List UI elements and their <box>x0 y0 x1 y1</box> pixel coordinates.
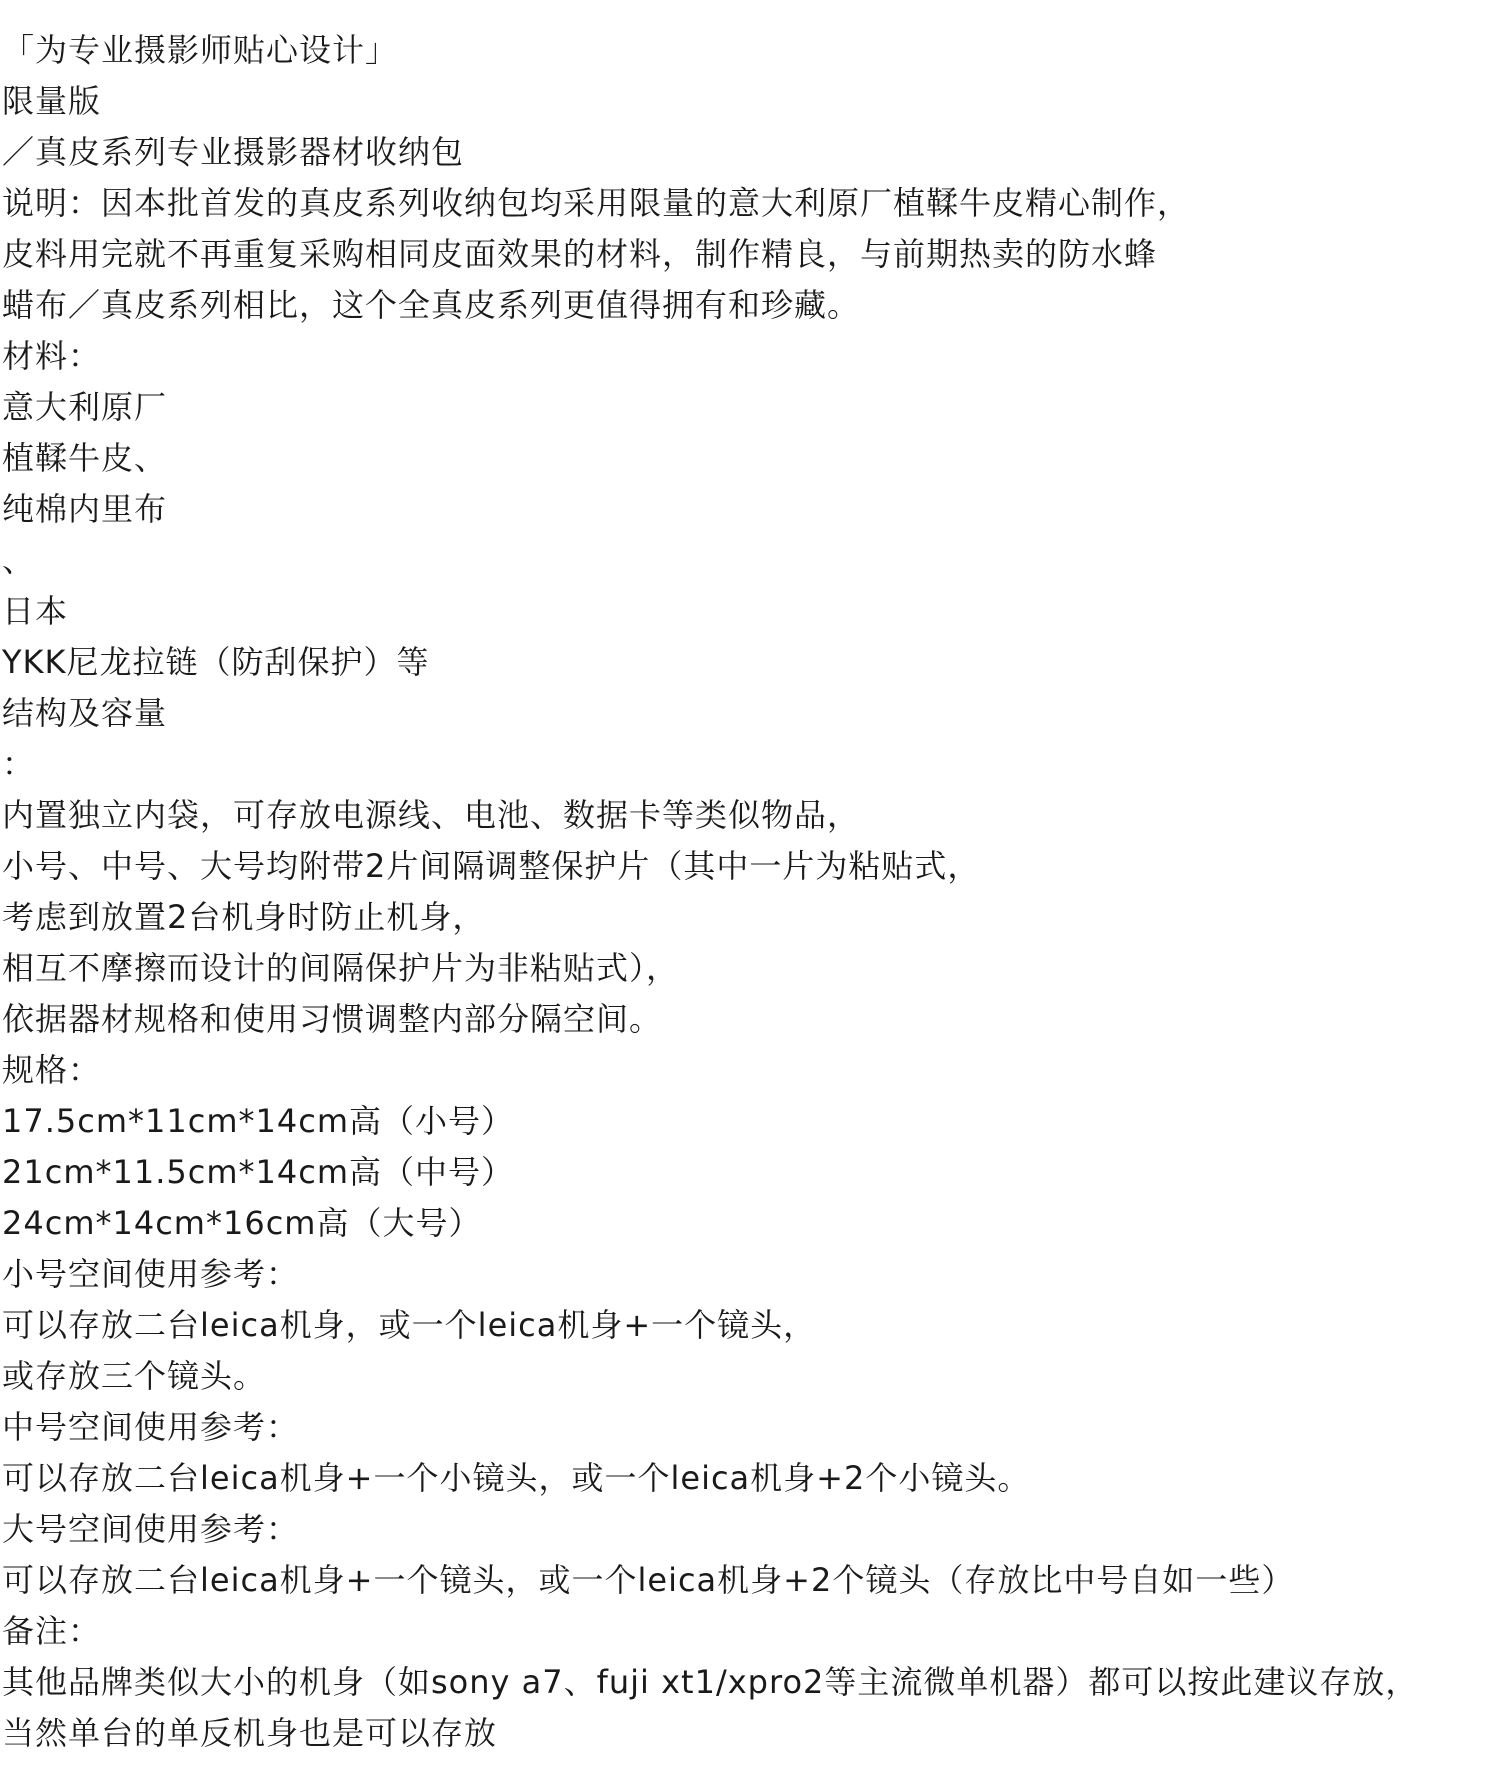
description-line: 说明：因本批首发的真皮系列收纳包均采用限量的意大利原厂植鞣牛皮精心制作， <box>2 184 1191 222</box>
structure-line: 小号、中号、大号均附带2片间隔调整保护片（其中一片为粘贴式， <box>2 847 981 885</box>
spec-medium: 21cm*11.5cm*14cm高（中号） <box>2 1153 514 1191</box>
medium-usage-line: 可以存放二台leica机身+一个小镜头，或一个leica机身+2个小镜头。 <box>2 1459 1031 1497</box>
notes-line: 当然单台的单反机身也是可以存放 <box>2 1714 498 1752</box>
structure-line: 内置独立内袋，可存放电源线、电池、数据卡等类似物品， <box>2 796 861 834</box>
product-title: ／真皮系列专业摄影器材收纳包 <box>2 133 465 171</box>
structure-line: 考虑到放置2台机身时防止机身， <box>2 898 486 936</box>
description-line: 蜡布／真皮系列相比，这个全真皮系列更值得拥有和珍藏。 <box>2 286 861 324</box>
materials-line: YKK尼龙拉链（防刮保护）等 <box>2 643 430 681</box>
materials-line: 植鞣牛皮、 <box>2 439 168 477</box>
small-usage-line: 或存放三个镜头。 <box>2 1357 267 1395</box>
notes-line: 其他品牌类似大小的机身（如sony a7、fuji xt1/xpro2等主流微单机器）都可以按此建议存放， <box>2 1663 1419 1701</box>
description-line: 皮料用完就不再重复采购相同皮面效果的材料，制作精良，与前期热卖的防水蜂 <box>2 235 1158 273</box>
large-usage-heading: 大号空间使用参考： <box>2 1510 300 1548</box>
notes-heading: 备注： <box>2 1612 102 1650</box>
materials-heading: 材料： <box>2 337 102 375</box>
small-usage-heading: 小号空间使用参考： <box>2 1255 300 1293</box>
specs-heading: 规格： <box>2 1051 102 1089</box>
structure-heading-colon: ： <box>2 745 36 783</box>
materials-line: 日本 <box>2 592 69 630</box>
spec-large: 24cm*14cm*16cm高（大号） <box>2 1204 482 1242</box>
structure-line: 依据器材规格和使用习惯调整内部分隔空间。 <box>2 1000 663 1038</box>
materials-line: 意大利原厂 <box>2 388 168 426</box>
materials-line: 、 <box>2 541 36 579</box>
medium-usage-heading: 中号空间使用参考： <box>2 1408 300 1446</box>
product-description-document <box>0 25 1500 1759</box>
structure-line: 相互不摩擦而设计的间隔保护片为非粘贴式）， <box>2 949 680 987</box>
small-usage-line: 可以存放二台leica机身，或一个leica机身+一个镜头， <box>2 1306 817 1344</box>
headline-tagline: 「为专业摄影师贴心设计」 <box>2 31 399 69</box>
edition-label: 限量版 <box>2 82 102 120</box>
large-usage-line: 可以存放二台leica机身+一个镜头，或一个leica机身+2个镜头（存放比中号自如一些） <box>2 1561 1295 1599</box>
structure-heading: 结构及容量 <box>2 694 168 732</box>
materials-line: 纯棉内里布 <box>2 490 168 528</box>
spec-small: 17.5cm*11cm*14cm高（小号） <box>2 1102 514 1140</box>
